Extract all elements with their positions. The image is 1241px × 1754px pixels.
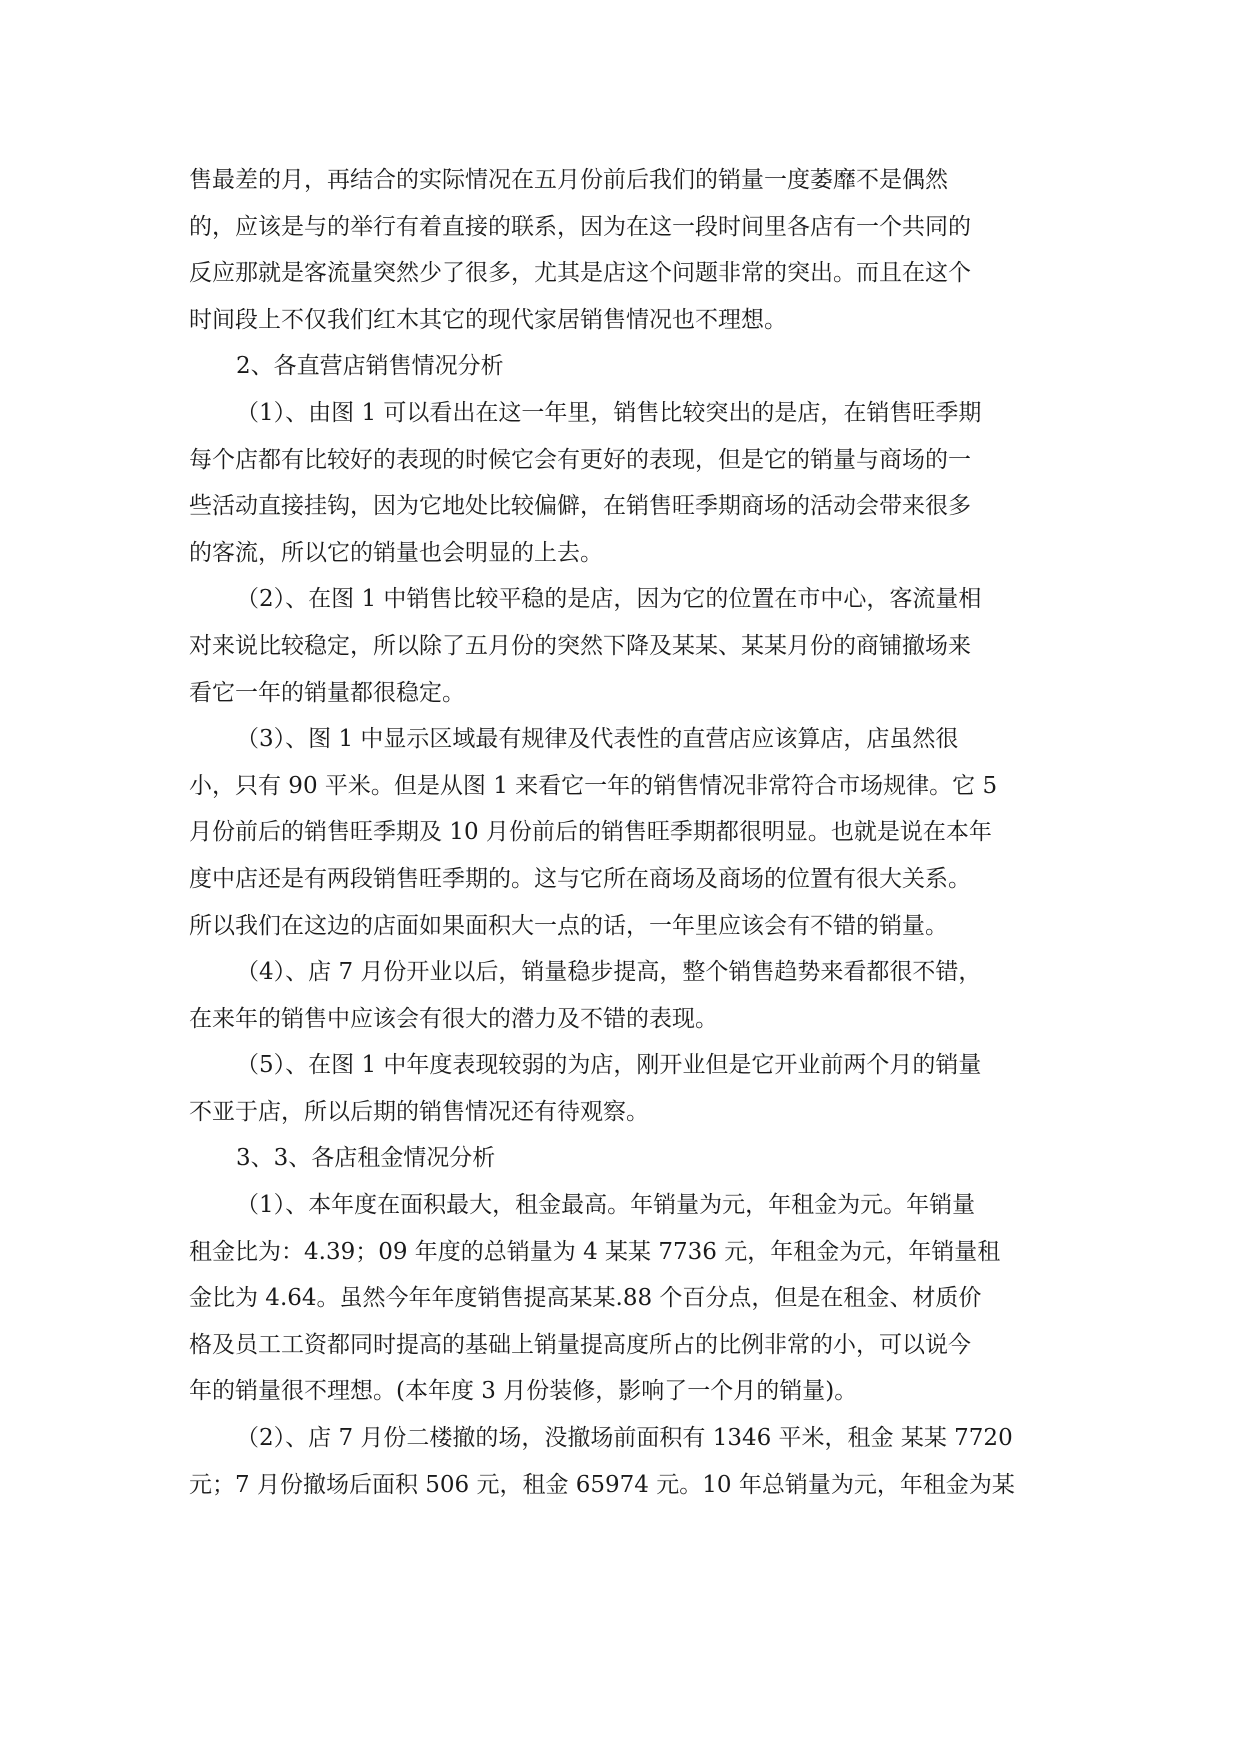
text-line: （1）、由图 1 可以看出在这一年里，销售比较突出的是店，在销售旺季期 <box>236 399 982 426</box>
text-line: 金比为 4.64。虽然今年年度销售提高某某.88 个百分点，但是在租金、材质价 <box>189 1285 982 1312</box>
section-heading: 3、3、各店租金情况分析 <box>236 1145 496 1172</box>
text-line: 元；7 月份撤场后面积 506 元，租金 65974 元。10 年总销量为元，年租金为某 <box>189 1471 1015 1498</box>
text-line: 度中店还是有两段销售旺季期的。这与它所在商场及商场的位置有很大关系。 <box>189 865 971 892</box>
text-line: 格及员工工资都同时提高的基础上销量提高度所占的比例非常的小，可以说今 <box>189 1331 971 1358</box>
text-line: 不亚于店，所以后期的销售情况还有待观察。 <box>189 1098 649 1125</box>
text-line: （4）、店 7 月份开业以后，销量稳步提高，整个销售趋势来看都很不错， <box>236 959 982 986</box>
text-line: 看它一年的销量都很稳定。 <box>189 679 465 706</box>
text-line: （1）、本年度在面积最大，租金最高。年销量为元，年租金为元。年销量 <box>236 1192 976 1219</box>
text-line: 的，应该是与的举行有着直接的联系，因为在这一段时间里各店有一个共同的 <box>189 213 971 240</box>
text-line: （3）、图 1 中显示区域最有规律及代表性的直营店应该算店，店虽然很 <box>236 726 959 753</box>
text-line: （2）、在图 1 中销售比较平稳的是店，因为它的位置在市中心，客流量相 <box>236 586 982 613</box>
body-text <box>189 157 1039 1508</box>
text-line: 月份前后的销售旺季期及 10 月份前后的销售旺季期都很明显。也就是说在本年 <box>189 819 992 846</box>
section-heading: 2、各直营店销售情况分析 <box>236 353 504 380</box>
text-line: 每个店都有比较好的表现的时候它会有更好的表现，但是它的销量与商场的一 <box>189 446 971 473</box>
text-line: 时间段上不仅我们红木其它的现代家居销售情况也不理想。 <box>189 306 787 333</box>
text-line: 些活动直接挂钩，因为它地处比较偏僻，在销售旺季期商场的活动会带来很多 <box>189 493 971 520</box>
text-line: 租金比为：4.39；09 年度的总销量为 4 某某 7736 元，年租金为元，年销量租 <box>189 1238 1001 1265</box>
text-line: 所以我们在这边的店面如果面积大一点的话，一年里应该会有不错的销量。 <box>189 912 948 939</box>
text-line: 售最差的月，再结合的实际情况在五月份前后我们的销量一度萎靡不是偶然 <box>189 167 948 193</box>
text-line: （2）、店 7 月份二楼撤的场，没撤场前面积有 1346 平米，租金 某某 7720 <box>236 1425 1013 1452</box>
text-line: 小，只有 90 平米。但是从图 1 来看它一年的销售情况非常符合市场规律。它 5 <box>189 772 998 799</box>
text-line: 在来年的销售中应该会有很大的潜力及不错的表现。 <box>189 1005 718 1032</box>
text-line: 的客流，所以它的销量也会明显的上去。 <box>189 539 603 566</box>
text-line: 年的销量很不理想。(本年度 3 月份装修，影响了一个月的销量)。 <box>189 1378 858 1405</box>
text-line: （5）、在图 1 中年度表现较弱的为店，刚开业但是它开业前两个月的销量 <box>236 1052 982 1079</box>
text-line: 对来说比较稳定，所以除了五月份的突然下降及某某、某某月份的商铺撤场来 <box>189 632 971 659</box>
text-line: 反应那就是客流量突然少了很多，尤其是店这个问题非常的突出。而且在这个 <box>189 260 971 287</box>
